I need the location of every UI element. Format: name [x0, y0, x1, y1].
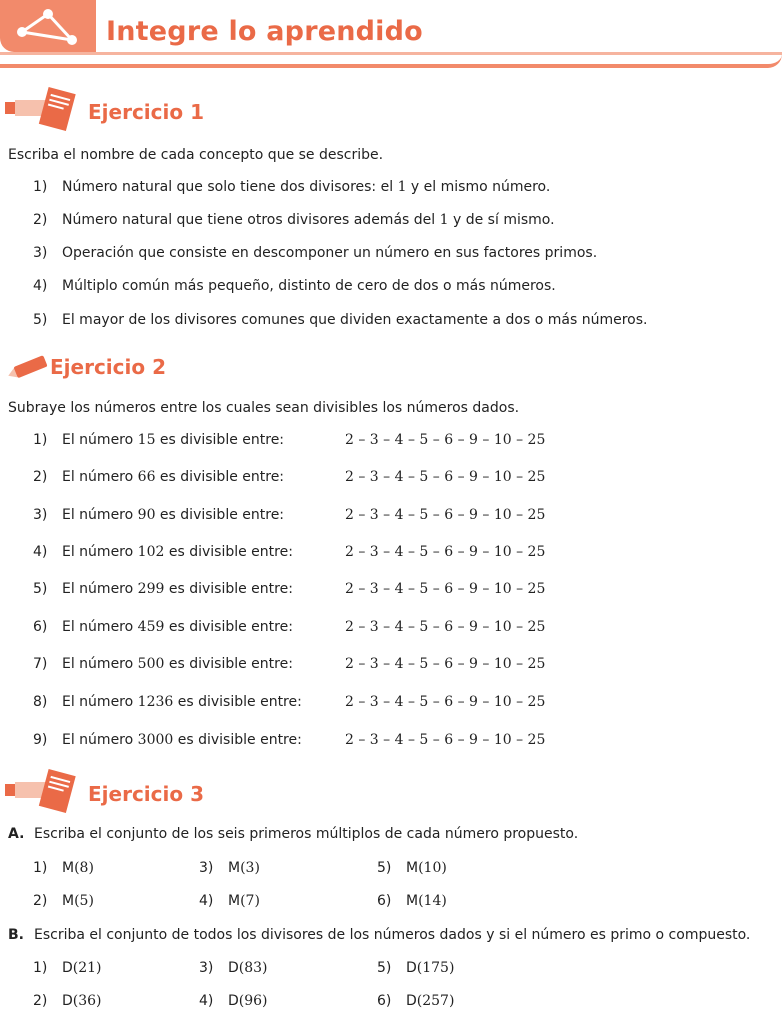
list-item: El número 90 es divisible entre: — [62, 507, 285, 523]
divisor-options[interactable]: 2 – 3 – 4 – 5 – 6 – 9 – 10 – 25 — [345, 469, 546, 485]
exercise-1-instruction: Escriba el nombre de cada concepto que se describe. — [8, 147, 384, 163]
divisors-set: D(36) — [62, 993, 102, 1009]
list-item-number: 2) — [33, 212, 48, 228]
divisor-options[interactable]: 2 – 3 – 4 – 5 – 6 – 9 – 10 – 25 — [345, 544, 546, 560]
book-icon — [5, 86, 77, 136]
list-item-number: 1) — [33, 179, 48, 195]
part-b-instruction: Escriba el conjunto de todos los divisores de los números dados y si el número es primo o compuesto. — [34, 927, 751, 943]
list-item-number: 7) — [33, 656, 48, 672]
exercise-2-instruction: Subraye los números entre los cuales sean divisibles los números dados. — [8, 400, 520, 416]
list-item-number: 1) — [33, 860, 48, 876]
part-a-instruction: Escriba el conjunto de los seis primeros múltiplos de cada número propuesto. — [34, 826, 579, 842]
multiples-set: M(5) — [62, 893, 94, 909]
list-item: El número 500 es divisible entre: — [62, 656, 293, 672]
multiples-set: M(10) — [406, 860, 447, 876]
list-item-number: 4) — [199, 993, 214, 1009]
divisors-set: D(96) — [228, 993, 268, 1009]
list-item-number: 4) — [33, 278, 48, 294]
list-item: El número 1236 es divisible entre: — [62, 694, 302, 710]
list-item: Número natural que tiene otros divisores además del 1 y de sí mismo. — [62, 212, 555, 228]
list-item: El número 3000 es divisible entre: — [62, 732, 302, 748]
divisor-options[interactable]: 2 – 3 – 4 – 5 – 6 – 9 – 10 – 25 — [345, 732, 546, 748]
divisors-set: D(257) — [406, 993, 455, 1009]
divisor-options[interactable]: 2 – 3 – 4 – 5 – 6 – 9 – 10 – 25 — [345, 694, 546, 710]
list-item-number: 3) — [199, 960, 214, 976]
list-item-number: 4) — [33, 544, 48, 560]
list-item-number: 6) — [377, 893, 392, 909]
pencil-icon — [4, 352, 50, 380]
list-item-number: 9) — [33, 732, 48, 748]
list-item-number: 5) — [377, 960, 392, 976]
divisors-set: D(175) — [406, 960, 455, 976]
list-item-number: 5) — [33, 581, 48, 597]
multiples-set: M(3) — [228, 860, 260, 876]
header-underline — [0, 52, 782, 68]
list-item-number: 3) — [33, 245, 48, 261]
list-item: El mayor de los divisores comunes que dividen exactamente a dos o más números. — [62, 312, 648, 328]
list-item: El número 459 es divisible entre: — [62, 619, 293, 635]
header-tab — [0, 0, 96, 52]
list-item: El número 15 es divisible entre: — [62, 432, 285, 448]
divisor-options[interactable]: 2 – 3 – 4 – 5 – 6 – 9 – 10 – 25 — [345, 432, 546, 448]
divisors-set: D(21) — [62, 960, 102, 976]
list-item-number: 8) — [33, 694, 48, 710]
divisors-set: D(83) — [228, 960, 268, 976]
divisor-options[interactable]: 2 – 3 – 4 – 5 – 6 – 9 – 10 – 25 — [345, 507, 546, 523]
divisor-options[interactable]: 2 – 3 – 4 – 5 – 6 – 9 – 10 – 25 — [345, 619, 546, 635]
book-icon — [5, 768, 77, 818]
part-b-letter: B. — [8, 927, 24, 943]
list-item-number: 4) — [199, 893, 214, 909]
list-item: El número 102 es divisible entre: — [62, 544, 293, 560]
list-item-number: 6) — [377, 993, 392, 1009]
divisor-options[interactable]: 2 – 3 – 4 – 5 – 6 – 9 – 10 – 25 — [345, 656, 546, 672]
list-item-number: 3) — [199, 860, 214, 876]
exercise-2-title: Ejercicio 2 — [50, 355, 166, 379]
network-triangle-icon — [16, 6, 86, 46]
multiples-set: M(14) — [406, 893, 447, 909]
exercise-1-title: Ejercicio 1 — [88, 100, 204, 124]
list-item: Número natural que solo tiene dos divisores: el 1 y el mismo número. — [62, 179, 551, 195]
list-item: El número 299 es divisible entre: — [62, 581, 293, 597]
page-title: Integre lo aprendido — [106, 16, 423, 47]
list-item-number: 2) — [33, 893, 48, 909]
list-item-number: 1) — [33, 432, 48, 448]
list-item-number: 2) — [33, 993, 48, 1009]
list-item-number: 3) — [33, 507, 48, 523]
list-item-number: 2) — [33, 469, 48, 485]
multiples-set: M(7) — [228, 893, 260, 909]
part-a-letter: A. — [8, 826, 25, 842]
multiples-set: M(8) — [62, 860, 94, 876]
list-item-number: 1) — [33, 960, 48, 976]
list-item-number: 5) — [377, 860, 392, 876]
list-item-number: 6) — [33, 619, 48, 635]
list-item-number: 5) — [33, 312, 48, 328]
list-item: El número 66 es divisible entre: — [62, 469, 285, 485]
list-item: Operación que consiste en descomponer un número en sus factores primos. — [62, 245, 598, 261]
exercise-3-title: Ejercicio 3 — [88, 782, 204, 806]
divisor-options[interactable]: 2 – 3 – 4 – 5 – 6 – 9 – 10 – 25 — [345, 581, 546, 597]
list-item: Múltiplo común más pequeño, distinto de cero de dos o más números. — [62, 278, 556, 294]
